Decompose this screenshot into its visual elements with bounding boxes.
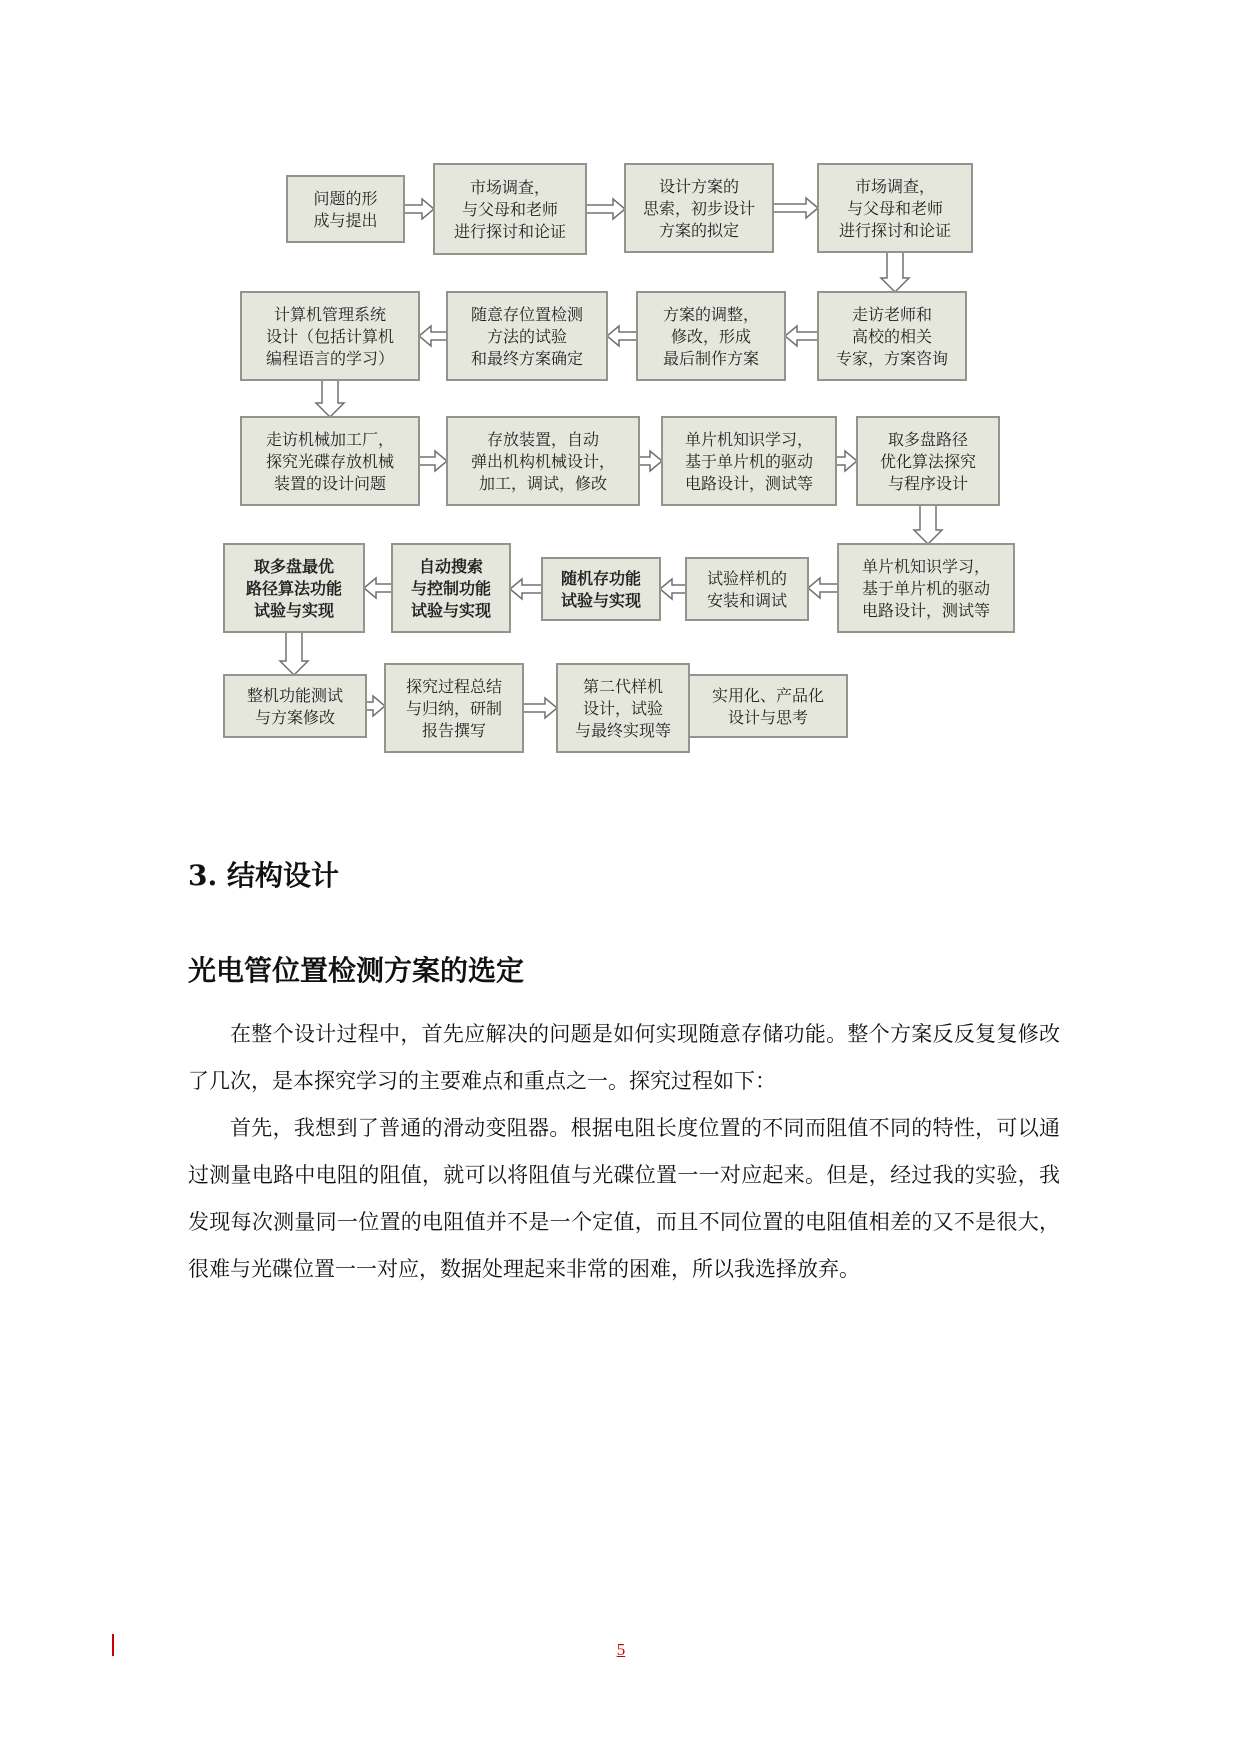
flowchart-box-second-gen [557, 664, 689, 752]
arrow-right-icon [419, 451, 447, 471]
flowchart-box-label: 路径算法功能 [245, 579, 343, 598]
flowchart-box-computer-system [241, 292, 419, 380]
flowchart-box-label: 试验与实现 [560, 591, 642, 610]
flowchart-box-label: 与控制功能 [410, 579, 492, 598]
flowchart-box-label: 整机功能测试 [246, 686, 344, 705]
flowchart-box-full-test [224, 675, 366, 737]
flowchart-box-label: 与父母和老师 [461, 200, 559, 219]
body-text [188, 1011, 1060, 1293]
flowchart-box-label: 存放装置，自动 [486, 430, 600, 449]
flowchart-box-survey1 [434, 164, 586, 254]
flowchart-box-label: 最后制作方案 [662, 349, 760, 368]
arrow-right-icon [523, 698, 557, 718]
flowchart-box-label: 设计方案的 [658, 177, 740, 196]
subsection-heading: 光电管位置检测方案的选定 [188, 954, 525, 987]
flowchart-box-label: 方案的调整， [662, 305, 760, 324]
flowchart-box-label: 电路设计，测试等 [684, 474, 814, 493]
flowchart-box-mcu-study2 [838, 544, 1014, 632]
flowchart-box-label: 探究光碟存放机械 [265, 452, 395, 471]
flowchart-box-label: 市场调查， [469, 178, 551, 197]
flowchart-box-label: 与最终实现等 [574, 721, 672, 740]
flowchart-box-label: 方案的拟定 [658, 221, 740, 240]
flowchart-box-multi-disc [224, 544, 364, 632]
arrow-left-icon [364, 578, 392, 598]
flowchart-box-label: 优化算法探究 [879, 452, 977, 471]
arrow-left-icon [808, 578, 838, 598]
arrow-right-icon [404, 199, 434, 219]
flowchart-box-label: 思索，初步设计 [642, 199, 756, 218]
flowchart-box-random-store [542, 558, 660, 620]
flowchart-box-label: 与父母和老师 [846, 199, 944, 218]
flowchart-box-label: 随意存位置检测 [470, 305, 584, 324]
paragraph: 首先，我想到了普通的滑动变阻器。根据电阻长度位置的不同而阻值不同的特性，可以通过测量电路中电阻的阻值，就可以将阻值与光碟位置一一对应起来。但是，经过我的实验，我发现每次测量同一位置的电阻值并不是一个定值，而且不同位置的电阻值相差的又不是很大，很难与光碟位置一一对应，数据处理起来非常的困难，所以我选择放弃。 [188, 1116, 1060, 1281]
flowchart-box-label: 实用化、产品化 [711, 686, 825, 705]
flowchart-box-label: 走访机械加工厂， [265, 430, 395, 449]
flowchart-box-auto-search [392, 544, 510, 632]
flowchart-box-label: 单片机知识学习， [861, 557, 991, 576]
flowchart-box-label: 试验样机的 [706, 569, 788, 588]
flowchart-box-label: 走访老师和 [851, 305, 933, 324]
flowchart-box-label: 成与提出 [313, 211, 378, 230]
flowchart-box-label: 与方案修改 [254, 708, 336, 727]
arrow-right-icon [586, 199, 625, 219]
flowchart-box-design-idea [625, 164, 773, 252]
flowchart-box-label: 与归纳，研制 [405, 699, 503, 718]
paragraph: 在整个设计过程中，首先应解决的问题是如何实现随意存储功能。整个方案反反复复修改了几次，是本探究学习的主要难点和重点之一。探究过程如下： [188, 1022, 1060, 1093]
arrow-down-icon [280, 632, 308, 675]
arrow-right-icon [836, 451, 857, 471]
research-process-flowchart [0, 0, 1241, 790]
flowchart-box-label: 编程语言的学习） [265, 349, 395, 368]
flowchart-box-label: 和最终方案确定 [470, 349, 584, 368]
arrow-left-icon [785, 326, 818, 346]
flowchart-box-prototype-install [686, 558, 808, 620]
flowchart-box-label: 试验与实现 [253, 601, 335, 620]
flowchart-box-survey2 [818, 164, 972, 252]
flowchart-box-problem [287, 176, 404, 242]
flowchart-box-label: 安装和调试 [706, 591, 788, 610]
flowchart-box-label: 取多盘最优 [253, 557, 335, 576]
arrow-down-icon [914, 505, 942, 544]
flowchart-box-label: 进行探讨和论证 [453, 222, 567, 241]
flowchart-box-label: 进行探讨和论证 [838, 221, 952, 240]
arrow-left-icon [419, 326, 447, 346]
flowchart-box-label: 探究过程总结 [405, 677, 503, 696]
section-heading: 3. 结构设计 [188, 859, 339, 892]
arrow-down-icon [881, 252, 909, 292]
flowchart-box-label: 取多盘路径 [887, 430, 969, 449]
arrow-left-icon [660, 579, 686, 599]
flowchart-box-label: 装置的设计问题 [273, 474, 387, 493]
page-number: 5 [616, 1640, 626, 1659]
flowchart-box-label: 与程序设计 [887, 474, 969, 493]
flowchart-box-frame [224, 675, 366, 737]
flowchart-box-label: 自动搜索 [418, 557, 484, 576]
flowchart-box-visit-factory [241, 417, 419, 505]
flowchart-box-label: 计算机管理系统 [273, 305, 387, 324]
flowchart-box-summary-report [385, 664, 523, 752]
flowchart-box-mcu-study1 [662, 417, 836, 505]
flowchart-box-label: 单片机知识学习， [684, 430, 814, 449]
flowchart-box-label: 加工，调试，修改 [478, 474, 608, 493]
flowchart-box-storage-device [447, 417, 639, 505]
arrow-down-icon [316, 380, 344, 417]
flowchart-box-label: 随机存功能 [560, 569, 642, 588]
flowchart-box-frame [686, 558, 808, 620]
arrow-left-icon [607, 326, 637, 346]
margin-change-bar [112, 1634, 114, 1656]
flowchart-box-label: 方法的试验 [486, 327, 568, 346]
flowchart-box-label: 问题的形 [313, 189, 378, 208]
flowchart-box-label: 基于单片机的驱动 [684, 452, 814, 471]
flowchart-box-label: 基于单片机的驱动 [861, 579, 991, 598]
flowchart-box-detect-method [447, 292, 607, 380]
flowchart-box-label: 第二代样机 [582, 677, 664, 696]
flowchart-box-productize [689, 675, 847, 737]
flowchart-box-label: 专家，方案咨询 [835, 349, 949, 368]
flowchart-box-label: 弹出机构机械设计， [470, 452, 616, 471]
flowchart-box-adjust-plan [637, 292, 785, 380]
flowchart-box-frame [542, 558, 660, 620]
flowchart-box-label: 报告撰写 [421, 721, 487, 740]
flowchart-box-frame [287, 176, 404, 242]
flowchart-boxes [224, 164, 1014, 752]
flowchart-box-label: 设计（包括计算机 [265, 327, 395, 346]
flowchart-box-label: 设计，试验 [582, 699, 664, 718]
arrow-right-icon [366, 696, 385, 716]
arrow-right-icon [773, 198, 818, 218]
flowchart-box-label: 电路设计，测试等 [861, 601, 991, 620]
arrow-left-icon [510, 579, 542, 599]
flowchart-box-label: 试验与实现 [410, 601, 492, 620]
flowchart-box-label: 修改，形成 [670, 327, 752, 346]
arrow-right-icon [639, 451, 662, 471]
flowchart-box-label: 高校的相关 [851, 327, 933, 346]
flowchart-box-visit-experts [818, 292, 966, 380]
flowchart-box-frame [689, 675, 847, 737]
flowchart-box-label: 设计与思考 [727, 708, 809, 727]
flowchart-box-path-algorithm [857, 417, 999, 505]
flowchart-box-label: 市场调查， [854, 177, 936, 196]
